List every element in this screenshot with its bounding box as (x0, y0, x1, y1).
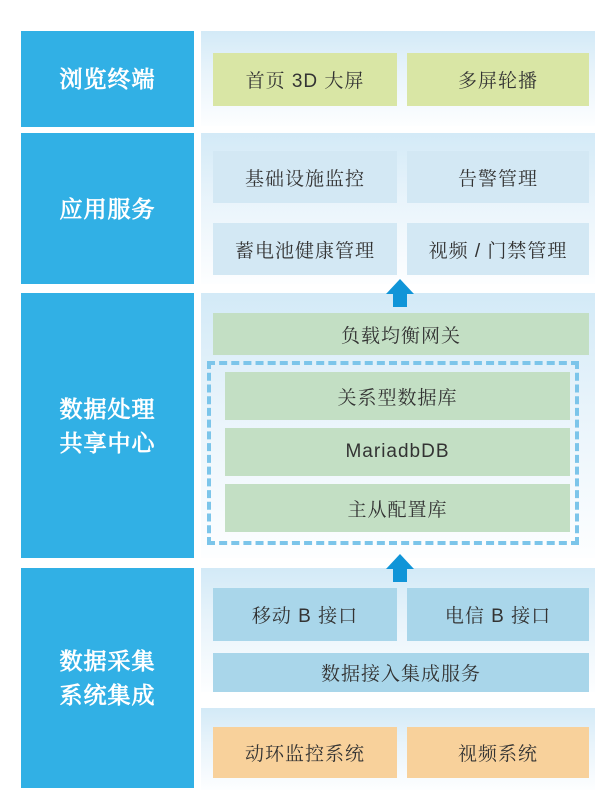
node-label: 主从配置库 (347, 499, 448, 521)
sidebar-label: 浏览终端 (59, 66, 156, 92)
node-label: 动环监控系统 (244, 744, 365, 765)
arrow-head (386, 279, 414, 294)
sidebar-section-app-service (21, 133, 194, 284)
node-master-slave-config-db (225, 484, 570, 532)
node-env-monitoring-system (213, 727, 397, 778)
node-label: 移动 B 接口 (251, 606, 359, 627)
arrow-stem (393, 294, 407, 307)
node-label: MariadbDB (345, 441, 450, 462)
node-label: 负载均衡网关 (340, 325, 461, 347)
node-label: 首页 3D 大屏 (245, 71, 365, 92)
node-infrastructure-monitoring (213, 151, 397, 203)
node-label: 关系型数据库 (337, 387, 458, 409)
arrow-stem (393, 569, 407, 582)
arrow-head (386, 554, 414, 569)
node-label: 多屏轮播 (457, 71, 538, 92)
node-label: 电信 B 接口 (444, 606, 552, 627)
node-mobile-b-interface (213, 588, 397, 641)
node-label: 告警管理 (457, 168, 538, 190)
node-label: 视频系统 (457, 744, 538, 765)
node-label: 视频 / 门禁管理 (428, 240, 568, 262)
node-battery-health-management (213, 223, 397, 275)
node-relational-database (225, 372, 570, 420)
up-arrow-icon (386, 279, 414, 307)
sidebar-section-browse-terminal (21, 31, 194, 127)
node-telecom-b-interface (407, 588, 589, 641)
node-label: 蓄电池健康管理 (234, 240, 375, 262)
node-mariadb (225, 428, 570, 476)
node-video-system (407, 727, 589, 778)
node-data-ingestion-integration-service (213, 653, 589, 692)
node-label: 基础设施监控 (244, 168, 365, 190)
sidebar-label-line1: 数据处理 (59, 395, 156, 422)
sidebar-label: 应用服务 (59, 195, 156, 222)
sidebar-label-line2: 系统集成 (59, 682, 156, 708)
node-load-balancer-gateway (213, 313, 589, 355)
up-arrow-icon (386, 554, 414, 582)
sidebar-label-line2: 共享中心 (59, 429, 156, 456)
node-alarm-management (407, 151, 589, 203)
node-video-door-access-management (407, 223, 589, 275)
node-multi-screen-carousel (407, 53, 589, 106)
node-label: 数据接入集成服务 (320, 664, 481, 685)
sidebar-section-data-collection-integration (21, 568, 194, 788)
node-home-3d-screen (213, 53, 397, 106)
sidebar-section-data-processing-center (21, 293, 194, 558)
sidebar-label-line1: 数据采集 (59, 648, 156, 674)
